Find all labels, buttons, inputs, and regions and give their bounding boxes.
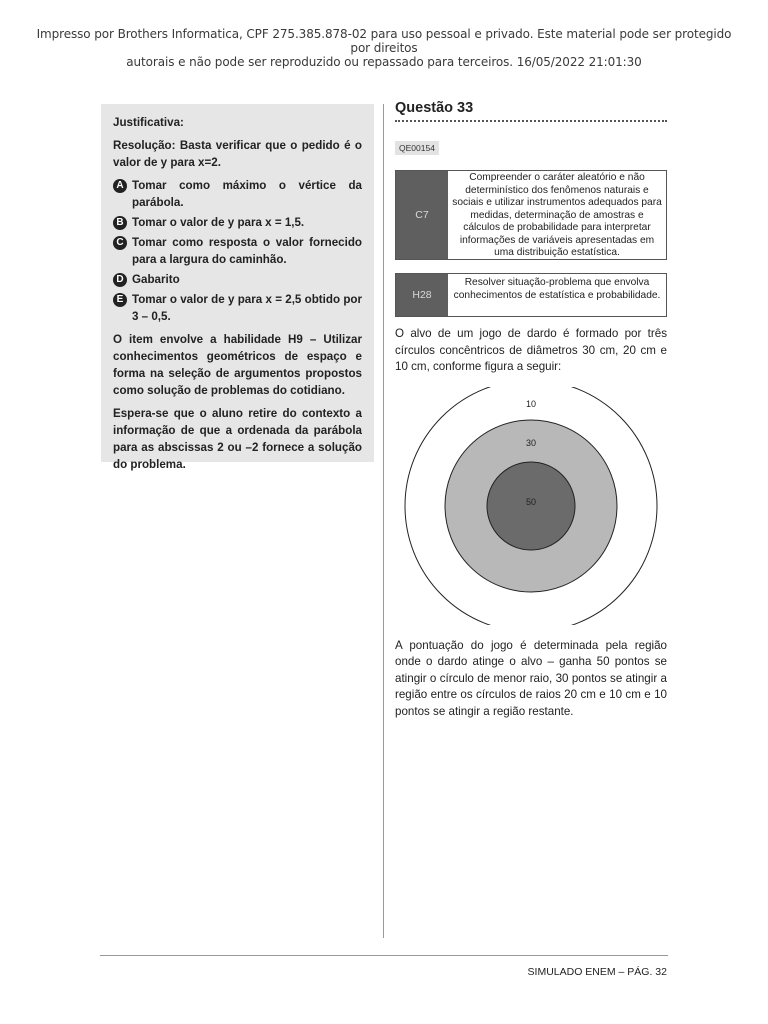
page-footer: SIMULADO ENEM – PÁG. 32 (527, 966, 667, 978)
question-title: Questão 33 (395, 100, 474, 116)
question-conclusion: A pontuação do jogo é determinada pela região onde o dardo atinge o alvo – ganha 50 pontos se atingir o círculo de menor raio, 30 pontos se atingir a região entre os círculos de raios 20 cm e 10 cm e 10 pontos se atingir a região restante. (395, 638, 667, 718)
skill-box (395, 273, 667, 317)
option-text-d: Gabarito (132, 273, 180, 286)
option-text-b: Tomar o valor de y para x = 1,5. (132, 216, 305, 229)
option-d (113, 271, 362, 288)
option-letter-e-icon: E (113, 293, 127, 307)
dart-target-figure (395, 387, 667, 625)
question-code: QE00154 (395, 141, 439, 155)
watermark-line-2: autorais e não pode ser reproduzido ou repassado para terceiros. 16/05/2022 21:01:30 (126, 55, 642, 69)
question-column (395, 98, 667, 720)
title-dotted-rule (395, 120, 667, 122)
skill-tag: H28 (396, 274, 448, 316)
option-c (113, 234, 362, 268)
ring-label-10: 10 (525, 398, 537, 409)
footer-rule (100, 955, 668, 956)
skill-note: O item envolve a habilidade H9 – Utilizar conhecimentos geométricos de espaço e forma na seleção de argumentos propostos como solução de problemas do cotidiano. (113, 333, 362, 397)
justification-box (101, 104, 374, 471)
watermark-notice (30, 27, 738, 69)
option-text-c: Tomar como resposta o valor fornecido para a largura do caminhão. (132, 236, 362, 266)
dart-target-svg (395, 387, 667, 625)
competency-text: Compreender o caráter aleatório e não determinístico dos fenômenos naturais e sociais e utilizar instrumentos adequados para medidas, determinação de amostras e cálculos de probabilidade para interpretar informações de variáveis apresentadas em uma distribuição estatística. (452, 172, 662, 258)
option-letter-c-icon: C (113, 236, 127, 250)
option-letter-b-icon: B (113, 216, 127, 230)
options-list (113, 177, 362, 325)
competency-box (395, 170, 667, 260)
option-text-a: Tomar como máximo o vértice da parábola. (132, 179, 362, 209)
option-text-e: Tomar o valor de y para x = 2,5 obtido por 3 – 0,5. (132, 293, 362, 323)
skill-text: Resolver situação-problema que envolva conhecimentos de estatística e probabilidade. (453, 277, 661, 301)
expectation-note: Espera-se que o aluno retire do contexto a informação de que a ordenada da parábola para as abscissas 2 ou –2 fornece a solução do problema. (113, 407, 362, 471)
option-e (113, 291, 362, 325)
column-divider (383, 104, 384, 938)
watermark-line-1: Impresso por Brothers Informatica, CPF 275.385.878-02 para uso pessoal e privado. Este material pode ser protegido por direitos (36, 27, 732, 55)
option-a (113, 177, 362, 211)
justification-title: Justificativa: (113, 116, 184, 129)
option-letter-d-icon: D (113, 273, 127, 287)
ring-label-30: 30 (525, 437, 537, 448)
ring-label-50: 50 (525, 496, 537, 507)
question-intro: O alvo de um jogo de dardo é formado por três círculos concêntricos de diâmetros 30 cm, 20 cm e 10 cm, conforme figura a seguir: (395, 327, 667, 373)
option-letter-a-icon: A (113, 179, 127, 193)
resolution-text: Resolução: Basta verificar que o pedido é o valor de y para x=2. (113, 139, 362, 169)
option-b (113, 214, 362, 231)
competency-tag: C7 (396, 171, 448, 259)
